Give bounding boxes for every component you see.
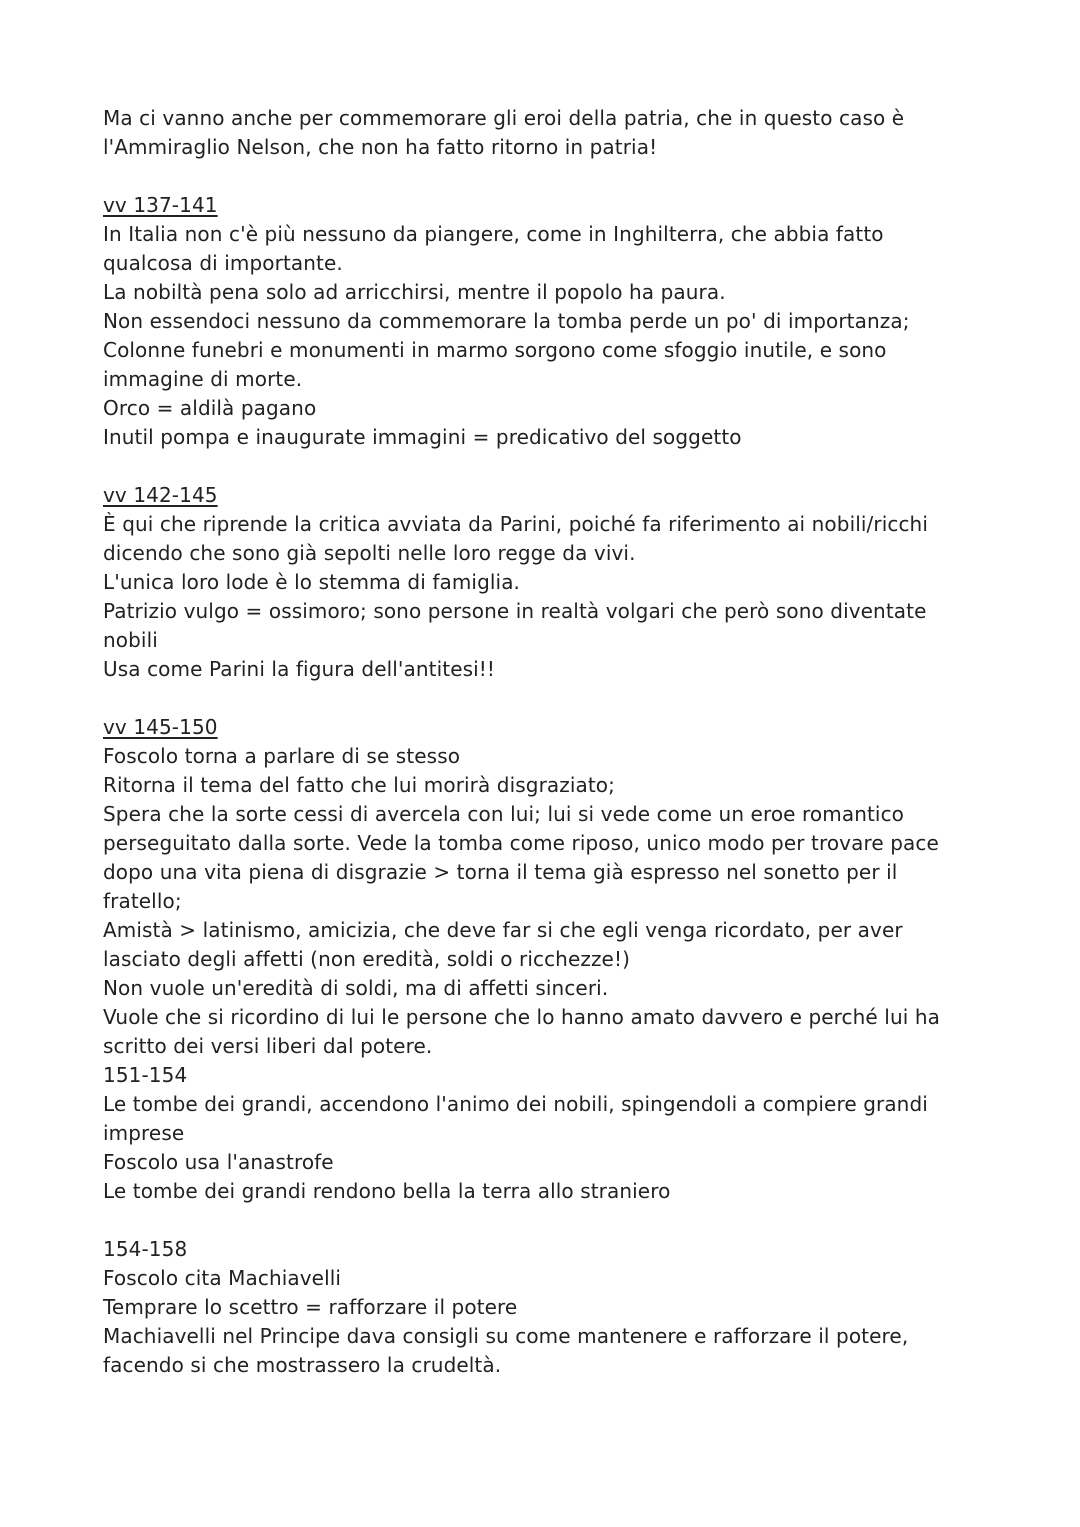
paragraph-gap — [103, 684, 1003, 713]
note-line: imprese — [103, 1121, 185, 1145]
note-line: La nobiltà pena solo ad arricchirsi, mentre il popolo ha paura. — [103, 280, 726, 304]
section-heading: vv 142-145 — [103, 483, 218, 507]
note-line: 151-154 — [103, 1063, 188, 1087]
intro-line: l'Ammiraglio Nelson, che non ha fatto ritorno in patria! — [103, 135, 658, 159]
note-line: lasciato degli affetti (non eredità, soldi o ricchezze!) — [103, 947, 630, 971]
notes-page — [103, 104, 1003, 1380]
note-line: In Italia non c'è più nessuno da piangere, come in Inghilterra, che abbia fatto — [103, 222, 884, 246]
intro-line: Ma ci vanno anche per commemorare gli eroi della patria, che in questo caso è — [103, 106, 905, 130]
note-line: Patrizio vulgo = ossimoro; sono persone in realtà volgari che però sono diventate — [103, 599, 927, 623]
note-line: Foscolo torna a parlare di se stesso — [103, 744, 461, 768]
note-line: dicendo che sono già sepolti nelle loro regge da vivi. — [103, 541, 636, 565]
paragraph-gap — [103, 452, 1003, 481]
note-line: Inutil pompa e inaugurate immagini = predicativo del soggetto — [103, 425, 742, 449]
note-line: dopo una vita piena di disgrazie > torna il tema già espresso nel sonetto per il — [103, 860, 898, 884]
note-line: Amistà > latinismo, amicizia, che deve far si che egli venga ricordato, per aver — [103, 918, 903, 942]
note-line: facendo si che mostrassero la crudeltà. — [103, 1353, 502, 1377]
note-line: Foscolo usa l'anastrofe — [103, 1150, 334, 1174]
note-line: Vuole che si ricordino di lui le persone che lo hanno amato davvero e perché lui ha — [103, 1005, 940, 1029]
paragraph-gap — [103, 1206, 1003, 1235]
note-line: immagine di morte. — [103, 367, 303, 391]
note-line: Foscolo cita Machiavelli — [103, 1266, 342, 1290]
note-line: Ritorna il tema del fatto che lui morirà disgraziato; — [103, 773, 615, 797]
note-line: nobili — [103, 628, 158, 652]
section-heading: 154-158 — [103, 1237, 188, 1261]
note-line: Usa come Parini la figura dell'antitesi!! — [103, 657, 496, 681]
note-line: Machiavelli nel Principe dava consigli su come mantenere e rafforzare il potere, — [103, 1324, 909, 1348]
note-line: L'unica loro lode è lo stemma di famiglia. — [103, 570, 521, 594]
note-line: Spera che la sorte cessi di avercela con lui; lui si vede come un eroe romantico — [103, 802, 904, 826]
section-heading: vv 137-141 — [103, 193, 218, 217]
note-line: Le tombe dei grandi rendono bella la terra allo straniero — [103, 1179, 671, 1203]
paragraph-gap — [103, 162, 1003, 191]
note-line: Non essendoci nessuno da commemorare la tomba perde un po' di importanza; — [103, 309, 910, 333]
note-line: Non vuole un'eredità di soldi, ma di affetti sinceri. — [103, 976, 609, 1000]
note-line: Temprare lo scettro = rafforzare il potere — [103, 1295, 518, 1319]
note-line: Orco = aldilà pagano — [103, 396, 317, 420]
note-line: fratello; — [103, 889, 182, 913]
note-line: Colonne funebri e monumenti in marmo sorgono come sfoggio inutile, e sono — [103, 338, 887, 362]
section-heading: vv 145-150 — [103, 715, 218, 739]
note-line: qualcosa di importante. — [103, 251, 343, 275]
note-line: È qui che riprende la critica avviata da Parini, poiché fa riferimento ai nobili/ricchi — [103, 512, 928, 536]
note-line: Le tombe dei grandi, accendono l'animo dei nobili, spingendoli a compiere grandi — [103, 1092, 928, 1116]
note-line: scritto dei versi liberi dal potere. — [103, 1034, 433, 1058]
note-line: perseguitato dalla sorte. Vede la tomba come riposo, unico modo per trovare pace — [103, 831, 939, 855]
